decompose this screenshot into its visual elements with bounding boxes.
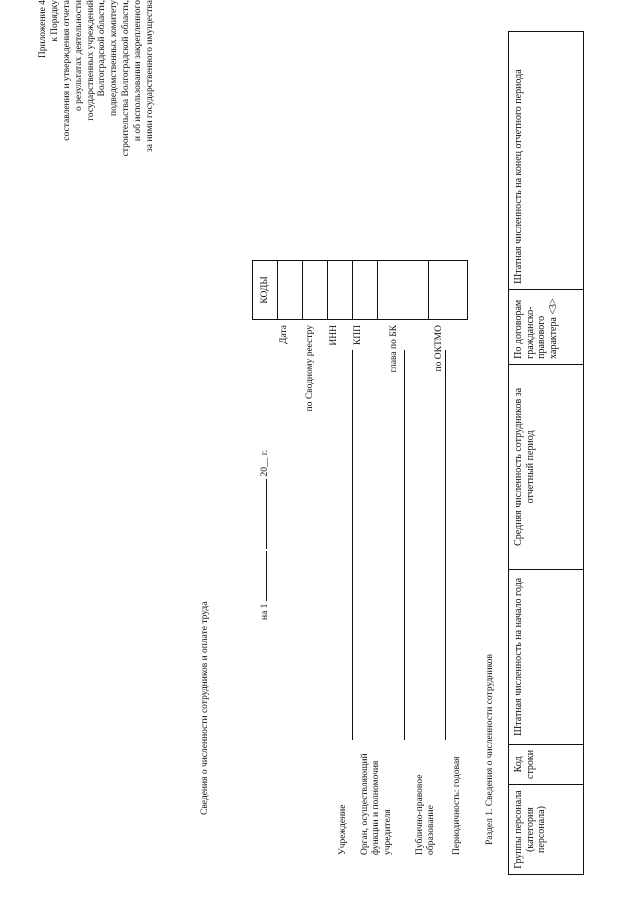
institution-fill-line[interactable]: [352, 350, 353, 740]
field-public-entity-label: Публично-правовое образование: [415, 774, 437, 855]
appendix-line: строительства Волгоградской области,: [121, 0, 132, 157]
col-header-staff-start: Штатная численность на начало года: [509, 569, 584, 744]
codes-header: КОДЫ: [253, 261, 278, 320]
report-title: Сведения о численности сотрудников и оплате труда: [200, 601, 210, 815]
col-header-staff-end: Штатная численность на конец отчетного периода: [509, 31, 584, 289]
appendix-line: Приложение 4: [38, 0, 48, 59]
code-label-inn: ИНН: [329, 325, 339, 346]
code-cell-bk[interactable]: [378, 261, 429, 320]
date-suffix: 20__ г.: [260, 449, 270, 477]
appendix-line: и об использовании закрепленного: [133, 0, 143, 142]
appendix-header: [38, 0, 157, 220]
field-periodicity-label: Периодичность: годовая: [452, 756, 462, 855]
code-cell-registry[interactable]: [303, 261, 328, 320]
code-label-oktmo: по ОКТМО: [434, 325, 444, 372]
appendix-line: Волгоградской области,: [97, 0, 108, 97]
section1-title: Раздел 1. Сведения о численности сотрудников: [485, 654, 495, 845]
date-month-blank[interactable]: [256, 479, 267, 549]
code-label-kpp: КПП: [353, 325, 363, 346]
code-cell-inn[interactable]: [328, 261, 353, 320]
codes-table: [252, 260, 468, 320]
appendix-line: подведомственных комитету: [109, 0, 120, 116]
col-header-personnel-groups: Группы персонала (категория персонала): [509, 785, 584, 875]
founder-fill-line[interactable]: [404, 350, 405, 740]
col-header-row-code: Код строки: [509, 744, 584, 784]
appendix-line: о результатах деятельности: [73, 0, 84, 112]
col-header-civil-contracts: По договорам гражданско-правового характера <3>: [509, 289, 584, 364]
appendix-line: за ними государственного имущества: [144, 0, 155, 152]
date-prefix: на 1: [260, 603, 270, 620]
field-institution-label: Учреждение: [338, 804, 348, 855]
code-cell-date[interactable]: [278, 261, 303, 320]
report-date-line: [256, 450, 271, 620]
public-entity-fill-line[interactable]: [445, 350, 446, 740]
code-cell-oktmo[interactable]: [429, 261, 468, 320]
section1-table: [508, 31, 584, 875]
appendix-line: к Порядку: [49, 0, 60, 42]
appendix-line: составления и утверждения отчета: [61, 0, 72, 141]
code-cell-kpp[interactable]: [353, 261, 378, 320]
code-label-bk: глава по БК: [389, 325, 399, 373]
appendix-line: государственных учреждений: [85, 0, 96, 121]
col-header-average-headcount: Средняя численность сотрудников за отчетный период: [509, 364, 584, 569]
date-day-blank[interactable]: [256, 551, 267, 601]
code-label-date: Дата: [279, 325, 289, 344]
code-label-registry: по Сводному реестру: [305, 325, 315, 412]
field-founder-label: Орган, осуществляющий функции и полномочия учредителя: [360, 753, 393, 855]
